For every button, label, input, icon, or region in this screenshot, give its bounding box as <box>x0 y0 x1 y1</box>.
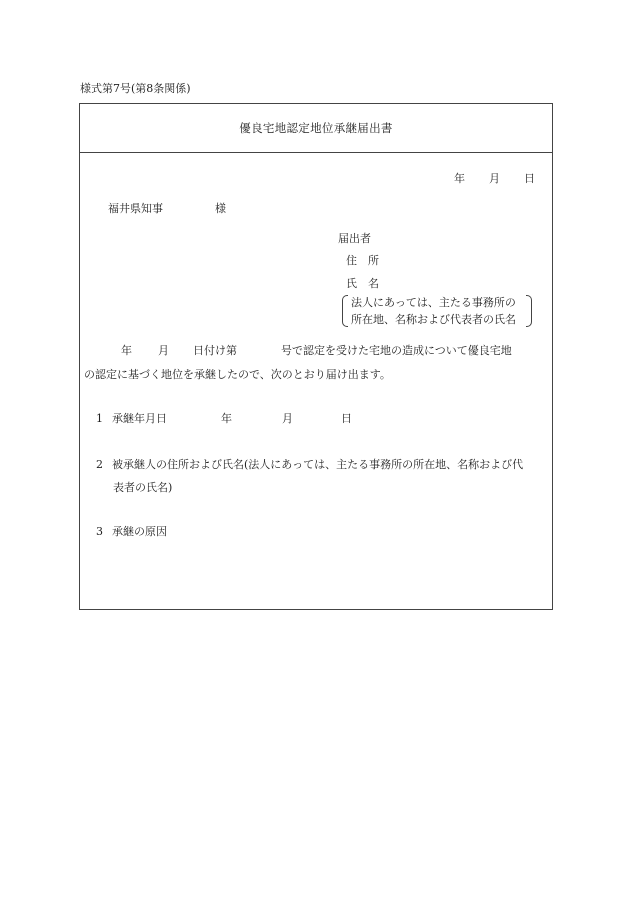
item-2-label-line2: 表者の氏名) <box>113 481 173 494</box>
body-day-suffix: 日付け第 <box>193 344 237 357</box>
item-3-number: 3 <box>96 525 103 538</box>
item-1-month: 月 <box>282 412 293 425</box>
item-1-label: 承継年月日 <box>112 412 167 425</box>
item-3-label: 承継の原因 <box>112 525 167 538</box>
corporation-note <box>342 294 532 328</box>
notifier-address-label: 住 所 <box>346 254 379 267</box>
item-1-year: 年 <box>221 412 232 425</box>
date-day: 日 <box>524 172 535 185</box>
item-1 <box>96 410 352 426</box>
right-bracket <box>526 295 532 327</box>
date-line <box>454 170 535 186</box>
item-1-number: 1 <box>96 412 103 425</box>
body-line1-rest: 号で認定を受けた宅地の造成について優良宅地 <box>281 344 512 357</box>
date-month: 月 <box>489 172 500 185</box>
item-2-number: 2 <box>96 458 103 471</box>
addressee-honorific: 様 <box>215 202 226 215</box>
date-year: 年 <box>454 172 465 185</box>
addressee-name: 福井県知事 <box>108 202 163 215</box>
item-2-label-line1: 被承継人の住所および氏名(法人にあっては、主たる事務所の所在地、名称および代 <box>112 458 524 471</box>
form-title: 優良宅地認定地位承継届出書 <box>80 104 552 153</box>
form-number-label: 様式第7号(第8条関係) <box>80 82 191 95</box>
body-line-2: の認定に基づく地位を承継したので、次のとおり届け出ます。 <box>84 368 391 381</box>
notifier-name-label: 氏 名 <box>346 277 379 290</box>
corporation-note-line1: 法人にあっては、主たる事務所の <box>351 296 516 309</box>
item-2 <box>96 456 523 472</box>
body-line-1 <box>121 342 512 358</box>
item-3 <box>96 523 167 539</box>
item-1-day: 日 <box>341 412 352 425</box>
left-bracket <box>342 295 348 327</box>
form-frame <box>79 103 553 610</box>
body-year: 年 <box>121 344 132 357</box>
body-month: 月 <box>158 344 169 357</box>
corporation-note-line2: 所在地、名称および代表者の氏名 <box>351 313 516 326</box>
addressee <box>108 200 226 216</box>
notifier-heading: 届出者 <box>338 232 371 245</box>
